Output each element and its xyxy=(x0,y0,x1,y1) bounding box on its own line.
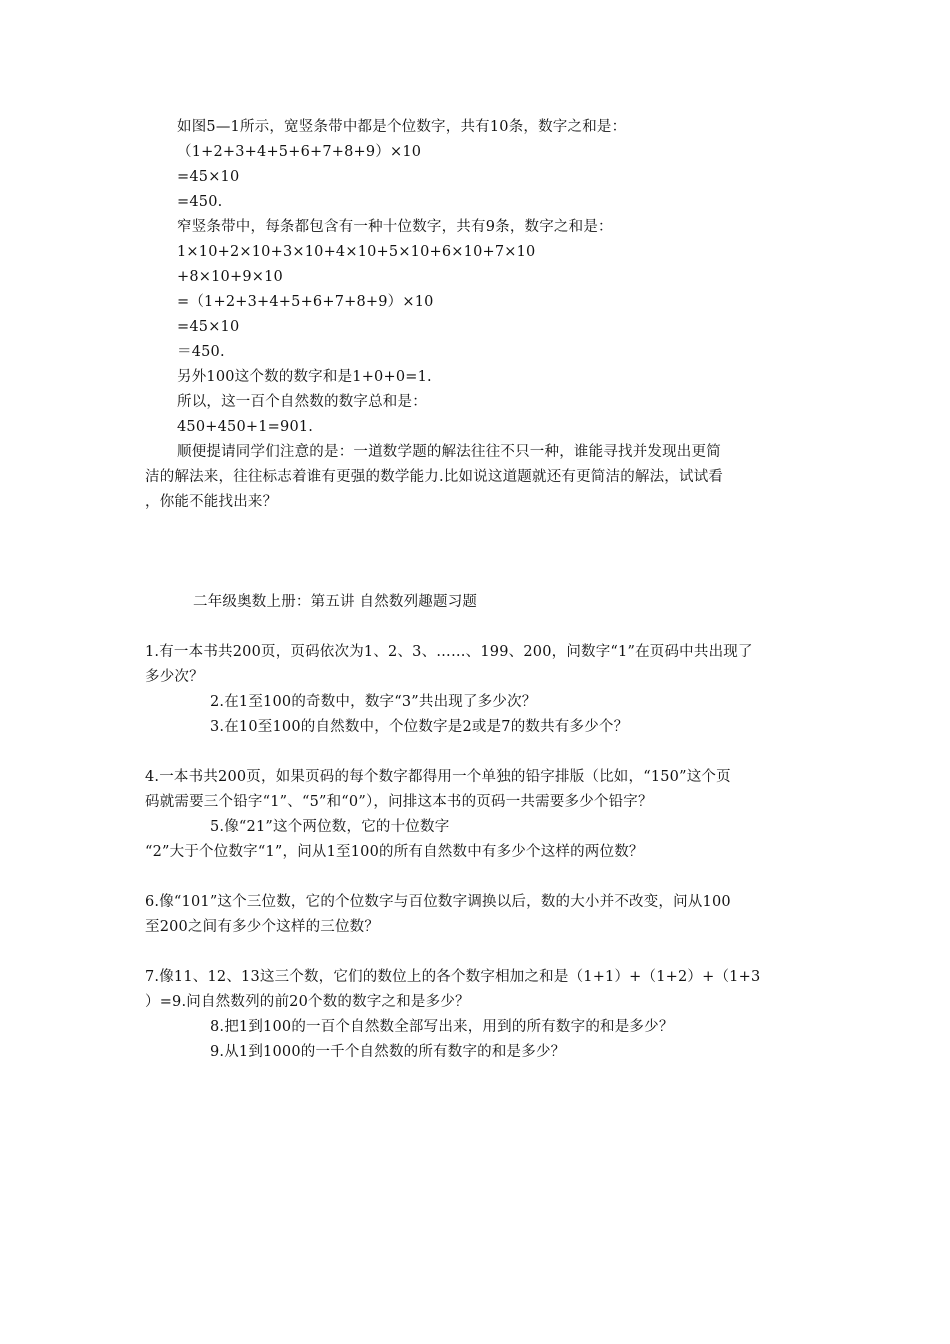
solution-line: +8×10+9×10 xyxy=(177,269,283,285)
solution-line: =45×10 xyxy=(177,319,240,335)
solution-line: ，你能不能找出来？ xyxy=(145,494,278,510)
solution-line: 窄竖条带中，每条都包含有一种十位数字，共有9条，数字之和是： xyxy=(177,219,613,235)
solution-line: 所以，这一百个自然数的数字总和是： xyxy=(177,394,427,410)
solution-line: =450. xyxy=(177,194,223,210)
solution-line: 洁的解法来，往往标志着谁有更强的数学能力.比如说这道题就还有更简洁的解法，试试看 xyxy=(145,469,724,485)
solution-line: 另外100这个数的数字和是1+0+0=1. xyxy=(177,369,432,385)
solution-line: 1×10+2×10+3×10+4×10+5×10+6×10+7×10 xyxy=(177,244,536,260)
exercise-line: 3.在10至100的自然数中，个位数字是2或是7的数共有多少个？ xyxy=(210,719,629,735)
solution-line: ＝450. xyxy=(177,344,225,360)
solution-line: 如图5—1所示，宽竖条带中都是个位数字，共有10条，数字之和是： xyxy=(177,119,627,135)
exercise-line: 码就需要三个铅字“1”、“5”和“0”），问排这本书的页码一共需要多少个铅字？ xyxy=(145,794,653,810)
exercise-line: “2”大于个位数字“1”，问从1至100的所有自然数中有多少个这样的两位数？ xyxy=(145,844,644,860)
exercise-line: 4.一本书共200页，如果页码的每个数字都得用一个单独的铅字排版（比如，“150”这个页 xyxy=(145,769,731,785)
exercise-line: 多少次？ xyxy=(145,669,204,685)
exercise-line: 9.从1到1000的一千个自然数的所有数字的和是多少？ xyxy=(210,1044,566,1060)
exercise-line: ）=9.问自然数列的前20个数的数字之和是多少？ xyxy=(145,994,470,1010)
solution-line: 450+450+1=901. xyxy=(177,419,314,435)
exercise-line: 6.像“101”这个三位数，它的个位数字与百位数字调换以后，数的大小并不改变，问从100 xyxy=(145,894,731,910)
exercise-line: 2.在1至100的奇数中，数字“3”共出现了多少次？ xyxy=(210,694,537,710)
exercises-title: 二年级奥数上册：第五讲 自然数列趣题习题 xyxy=(193,594,478,610)
exercise-line: 8.把1到100的一百个自然数全部写出来，用到的所有数字的和是多少？ xyxy=(210,1019,674,1035)
exercise-line: 7.像11、12、13这三个数，它们的数位上的各个数字相加之和是（1+1）+（1+2）+（1+3 xyxy=(145,969,761,985)
exercise-line: 5.像“21”这个两位数，它的十位数字 xyxy=(210,819,450,835)
solution-line: （1+2+3+4+5+6+7+8+9）×10 xyxy=(177,144,422,160)
exercise-line: 至200之间有多少个这样的三位数？ xyxy=(145,919,380,935)
solution-line: =（1+2+3+4+5+6+7+8+9）×10 xyxy=(177,294,434,310)
solution-line: =45×10 xyxy=(177,169,240,185)
solution-line: 顺便提请同学们注意的是：一道数学题的解法往往不只一种，谁能寻找并发现出更简 xyxy=(177,444,721,460)
exercise-line: 1.有一本书共200页，页码依次为1、2、3、……、199、200，问数字“1”在页码中共出现了 xyxy=(145,644,753,660)
